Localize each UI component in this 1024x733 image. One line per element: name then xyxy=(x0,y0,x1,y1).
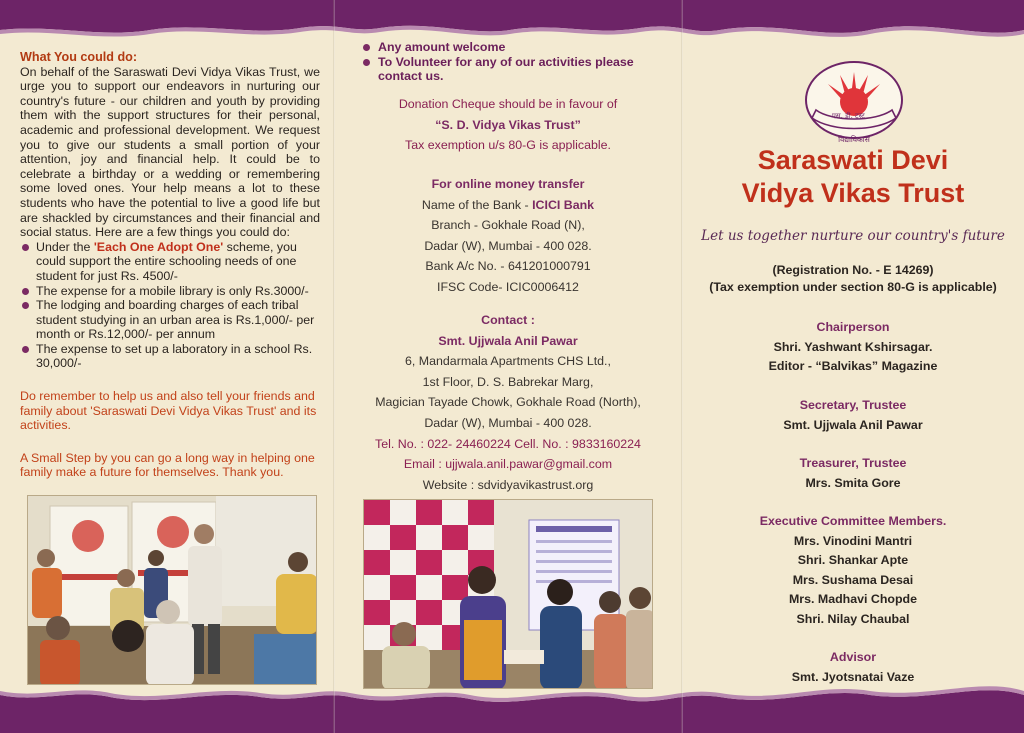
event-photo-audience-illustration xyxy=(28,496,317,685)
address-line-2: 1st Floor, D. S. Babrekar Marg, xyxy=(422,374,594,389)
committee-member: Mrs. Madhavi Chopde xyxy=(788,592,918,606)
contact-website[interactable]: Website : sdvidyavikastrust.org xyxy=(422,477,594,492)
bullet-icon xyxy=(22,302,29,309)
trust-tagline: Let us together nurture our country's future xyxy=(701,228,1005,244)
bank-branch: Branch - Gokhale Road (N), xyxy=(431,218,585,233)
address-line-3: Magician Tayade Chowk, Gokhale Road (North), xyxy=(375,395,641,410)
cheque-payee: “S. D. Vidya Vikas Trust” xyxy=(435,117,581,132)
bullet-icon xyxy=(22,288,29,295)
bullet-icon xyxy=(363,44,370,51)
bullet-icon xyxy=(22,244,29,251)
support-option-library: The expense for a mobile library is only Rs.3000/- xyxy=(20,284,320,299)
panel-trust-cover xyxy=(682,0,1024,733)
bullet-any-amount: Any amount welcome xyxy=(362,40,662,55)
panel1-intro: On behalf of the Saraswati Devi Vidya Vikas Trust, we urge you to support our endeavors in nurturing our country's future - our children and youth by providing them with the support structures for their personal, academic and professional development. We request you to give our students a small portion of your attention, joy and financial help. It could be to celebrate a birthday or a wedding or remembering some loved ones. Your help means a lot to these students who have the potential to live a good life but are shackled by circumstances and their financial and social status. Here are a few things you could do: xyxy=(20,64,320,240)
tax-exemption-line: Tax exemption u/s 80-G is applicable. xyxy=(405,138,611,153)
event-photo-audience xyxy=(27,495,317,685)
committee-member: Mrs. Vinodini Mantri xyxy=(793,533,913,548)
registration-block xyxy=(682,262,1024,296)
bank-name: Name of the Bank - ICICI Bank xyxy=(421,197,595,212)
trust-title-line1: Saraswati Devi xyxy=(757,145,949,175)
cheque-line: Donation Cheque should be in favour of xyxy=(398,97,618,111)
online-transfer-block xyxy=(334,174,682,298)
bullet-volunteer: To Volunteer for any of our activities please contact us. xyxy=(362,55,662,84)
cheque-block xyxy=(334,94,682,156)
committee-block xyxy=(682,512,1024,629)
donation-bullets xyxy=(362,40,662,84)
trust-title xyxy=(682,144,1024,210)
address-line-4: Dadar (W), Mumbai - 400 028. xyxy=(424,415,592,430)
contact-block xyxy=(334,310,682,495)
support-options-list xyxy=(20,240,320,371)
treasurer-block xyxy=(682,454,1024,493)
address-line-1: 6, Mandarmala Apartments CHS Ltd., xyxy=(405,354,611,369)
panel1-heading: What You could do: xyxy=(20,50,138,64)
svg-text:विद्याविकास: विद्याविकास xyxy=(838,135,870,144)
support-option-laboratory: The expense to set up a laboratory in a school Rs. 30,000/- xyxy=(20,342,320,371)
secretary-block xyxy=(682,396,1024,435)
contact-phone: Tel. No. : 022- 24460224 Cell. No. : 9833160224 xyxy=(375,436,641,451)
advisor-name: Smt. Jyotsnatai Vaze xyxy=(791,669,915,684)
bullet-icon xyxy=(363,59,370,66)
trust-logo-emblem xyxy=(802,56,906,146)
event-photo-felicitation-illustration xyxy=(364,500,653,689)
tax-exemption-note: (Tax exemption under section 80-G is applicable) xyxy=(709,280,997,294)
bank-branch-city: Dadar (W), Mumbai - 400 028. xyxy=(424,238,592,253)
chairperson-name: Shri. Yashwant Kshirsagar. xyxy=(773,339,933,354)
panel1-content xyxy=(20,50,320,480)
role-advisor: Advisor xyxy=(829,650,877,664)
registration-number: (Registration No. - E 14269) xyxy=(772,263,934,277)
contact-name: Smt. Ujjwala Anil Pawar xyxy=(438,333,578,348)
contact-email[interactable]: Email : ujjwala.anil.pawar@gmail.com xyxy=(403,457,613,472)
support-option-lodging: The lodging and boarding charges of each tribal student studying in an urban area is Rs.1,000/- per month or Rs.12,000/- per annum xyxy=(20,298,320,342)
role-chairperson: Chairperson xyxy=(816,320,890,334)
bank-ifsc: IFSC Code- ICIC0006412 xyxy=(437,279,579,294)
svg-text:एस. डी. ट्रस्ट: एस. डी. ट्रस्ट xyxy=(832,112,865,120)
advisor-block xyxy=(682,648,1024,687)
remember-note: Do remember to help us and also tell your friends and family about 'Saraswati Devi Vidya Vikas Trust' and its activities. xyxy=(20,389,317,433)
secretary-name: Smt. Ujjwala Anil Pawar xyxy=(783,417,923,432)
online-transfer-heading: For online money transfer xyxy=(431,177,585,191)
role-secretary: Secretary, Trustee xyxy=(799,398,907,412)
committee-member: Shri. Nilay Chaubal xyxy=(796,611,910,626)
support-option-adopt: Under the 'Each One Adopt One' scheme, you could support the entire schooling needs of one student for just Rs. 4500/- xyxy=(20,240,320,284)
chairperson-block xyxy=(682,318,1024,377)
bullet-icon xyxy=(22,346,29,353)
event-photo-felicitation xyxy=(363,499,653,689)
committee-member: Mrs. Sushama Desai xyxy=(792,572,914,587)
trust-title-line2: Vidya Vikas Trust xyxy=(741,178,965,208)
committee-member: Shri. Shankar Apte xyxy=(797,553,909,567)
bank-account: Bank A/c No. - 641201000791 xyxy=(425,259,591,274)
chairperson-title: Editor - “Balvikas” Magazine xyxy=(768,359,938,373)
treasurer-name: Mrs. Smita Gore xyxy=(805,475,901,490)
contact-heading: Contact : xyxy=(481,313,535,327)
small-step-note: A Small Step by you can go a long way in helping one family make a future for themselves. Thank you. xyxy=(20,450,315,480)
trust-logo xyxy=(802,56,906,146)
role-treasurer: Treasurer, Trustee xyxy=(799,456,907,470)
role-committee: Executive Committee Members. xyxy=(759,514,947,528)
